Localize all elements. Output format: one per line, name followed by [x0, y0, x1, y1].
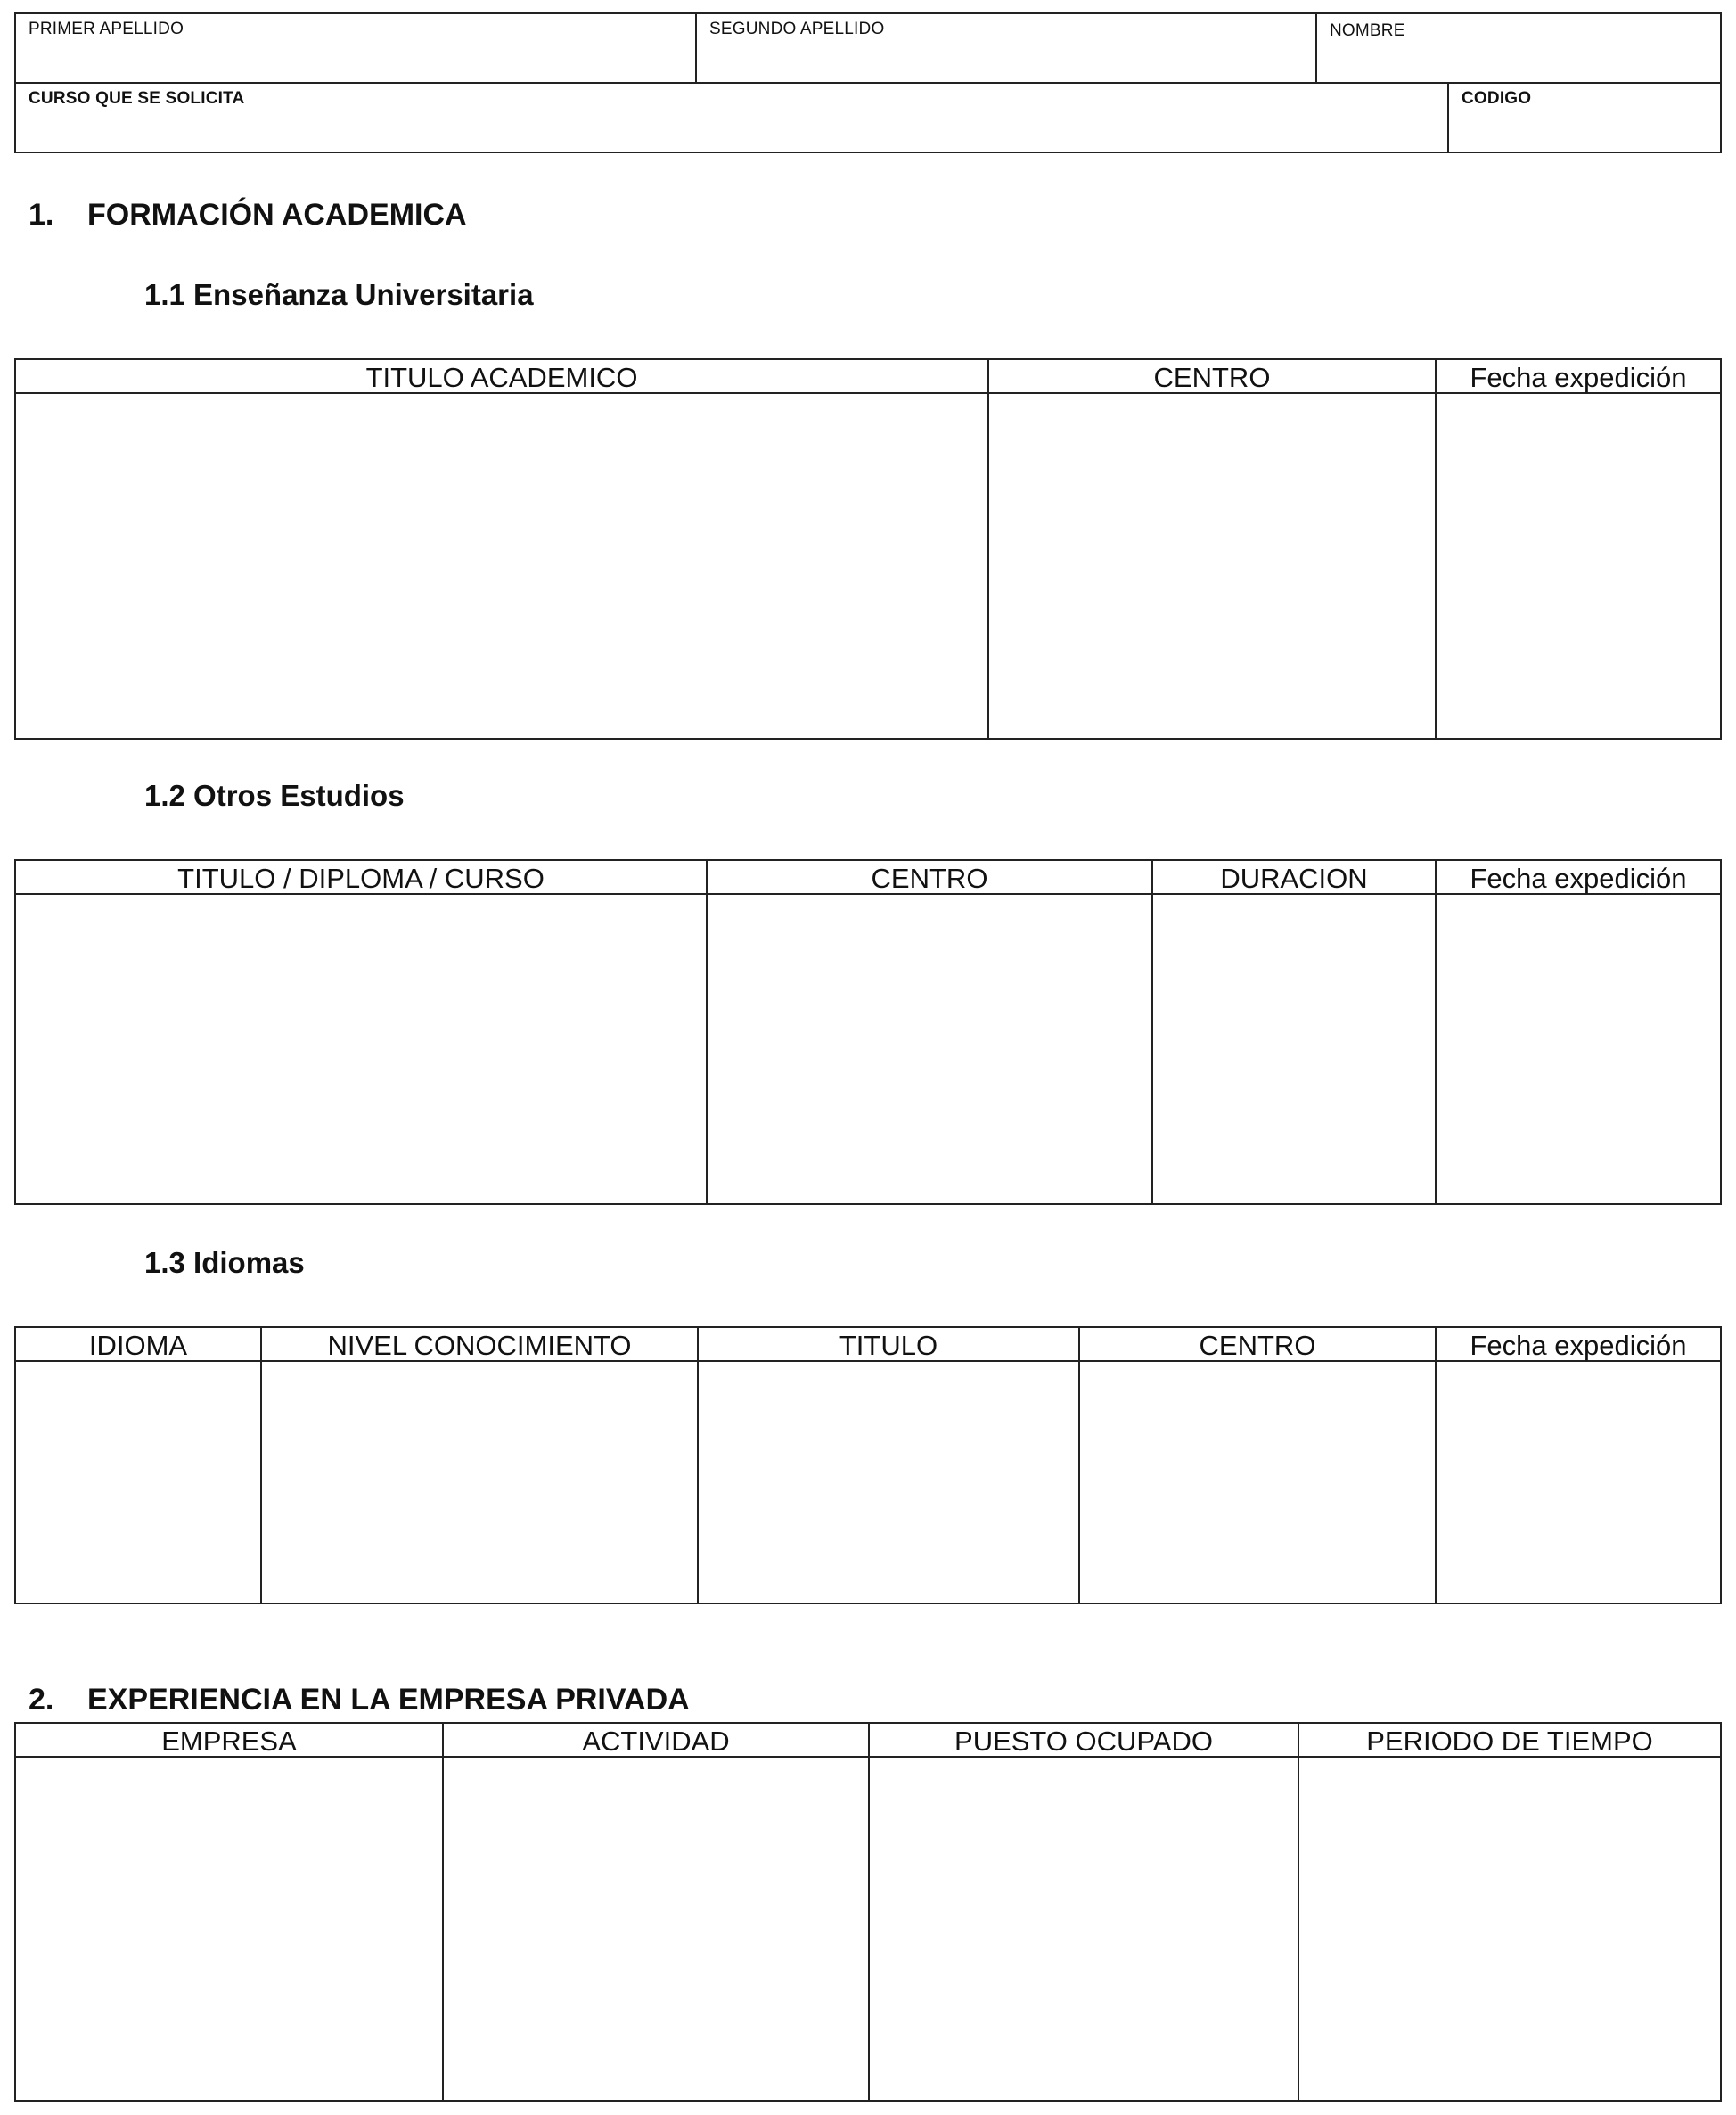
col-fecha-expedicion: [1437, 360, 1720, 738]
curso-cell: [16, 84, 1449, 152]
primer-apellido-label: PRIMER APELLIDO: [29, 20, 184, 38]
column-header: ACTIVIDAD: [582, 1726, 730, 1757]
periodo-de-tiempo-field[interactable]: [1299, 1759, 1720, 2100]
col-duracion: [1153, 861, 1437, 1203]
column-header: Fecha expedición: [1470, 1330, 1687, 1361]
column-header: PERIODO DE TIEMPO: [1366, 1726, 1653, 1757]
section-1-heading: [29, 198, 467, 233]
curso-input[interactable]: [25, 114, 1438, 146]
actividad-field[interactable]: [444, 1759, 868, 2100]
fecha-expedicion-field[interactable]: [1437, 897, 1720, 1203]
codigo-label: CODIGO: [1462, 89, 1532, 108]
empresa-field[interactable]: [16, 1759, 442, 2100]
header-row-course: [16, 84, 1720, 152]
column-header: DURACION: [1220, 863, 1368, 894]
col-puesto-ocupado: [870, 1724, 1299, 2100]
other-studies-table: [14, 859, 1722, 1205]
subsection-1-1-title: 1.1 Enseñanza Universitaria: [144, 278, 534, 311]
column-header: TITULO ACADEMICO: [365, 362, 638, 393]
languages-table: [14, 1326, 1722, 1604]
column-header: CENTRO: [1153, 362, 1271, 393]
primer-apellido-cell: [16, 14, 697, 82]
codigo-input[interactable]: [1458, 114, 1711, 146]
private-experience-table: [14, 1722, 1722, 2102]
col-centro: [989, 360, 1437, 738]
column-header: PUESTO OCUPADO: [954, 1726, 1213, 1757]
centro-field[interactable]: [708, 897, 1151, 1203]
col-titulo-diploma-curso: [16, 861, 708, 1203]
section-2-number: 2.: [29, 1683, 54, 1717]
fecha-expedicion-field[interactable]: [1437, 1364, 1720, 1603]
col-centro: [1080, 1328, 1437, 1603]
section-2-heading: [29, 1683, 690, 1717]
col-titulo: [699, 1328, 1080, 1603]
nivel-conocimiento-field[interactable]: [262, 1364, 697, 1603]
column-header: CENTRO: [871, 863, 988, 894]
applicant-header-box: [14, 12, 1722, 153]
curso-label: CURSO QUE SE SOLICITA: [29, 89, 245, 108]
segundo-apellido-cell: [697, 14, 1317, 82]
col-actividad: [444, 1724, 870, 2100]
header-row-names: [16, 14, 1720, 84]
column-header: Fecha expedición: [1470, 362, 1687, 393]
puesto-ocupado-field[interactable]: [870, 1759, 1298, 2100]
column-header: NIVEL CONOCIMIENTO: [327, 1330, 632, 1361]
section-1-number: 1.: [29, 198, 54, 232]
idioma-field[interactable]: [16, 1364, 260, 1603]
col-periodo-de-tiempo: [1299, 1724, 1720, 2100]
centro-field[interactable]: [989, 396, 1435, 738]
col-empresa: [16, 1724, 444, 2100]
duracion-field[interactable]: [1153, 897, 1435, 1203]
col-fecha-expedicion: [1437, 861, 1720, 1203]
column-header: TITULO: [839, 1330, 938, 1361]
titulo-field[interactable]: [699, 1364, 1078, 1603]
col-fecha-expedicion: [1437, 1328, 1720, 1603]
nombre-input[interactable]: [1326, 45, 1711, 77]
titulo-diploma-curso-field[interactable]: [16, 897, 706, 1203]
section-2-title: EXPERIENCIA EN LA EMPRESA PRIVADA: [87, 1683, 690, 1717]
section-1-title: FORMACIÓN ACADEMICA: [87, 198, 467, 232]
column-header: TITULO / DIPLOMA / CURSO: [177, 863, 545, 894]
subsection-1-3-title: 1.3 Idiomas: [144, 1246, 305, 1279]
titulo-academico-field[interactable]: [16, 396, 987, 738]
col-titulo-academico: [16, 360, 989, 738]
col-idioma: [16, 1328, 262, 1603]
segundo-apellido-input[interactable]: [706, 45, 1306, 77]
nombre-cell: [1317, 14, 1720, 82]
nombre-label: NOMBRE: [1330, 21, 1405, 40]
university-education-table: [14, 358, 1722, 740]
primer-apellido-input[interactable]: [25, 45, 686, 77]
subsection-1-2-title: 1.2 Otros Estudios: [144, 779, 405, 812]
codigo-cell: [1449, 84, 1720, 152]
segundo-apellido-label: SEGUNDO APELLIDO: [709, 20, 885, 38]
col-nivel-conocimiento: [262, 1328, 699, 1603]
col-centro: [708, 861, 1153, 1203]
fecha-expedicion-field[interactable]: [1437, 396, 1720, 738]
column-header: IDIOMA: [88, 1330, 188, 1361]
column-header: CENTRO: [1199, 1330, 1316, 1361]
column-header: EMPRESA: [161, 1726, 297, 1757]
centro-field[interactable]: [1080, 1364, 1435, 1603]
column-header: Fecha expedición: [1470, 863, 1687, 894]
